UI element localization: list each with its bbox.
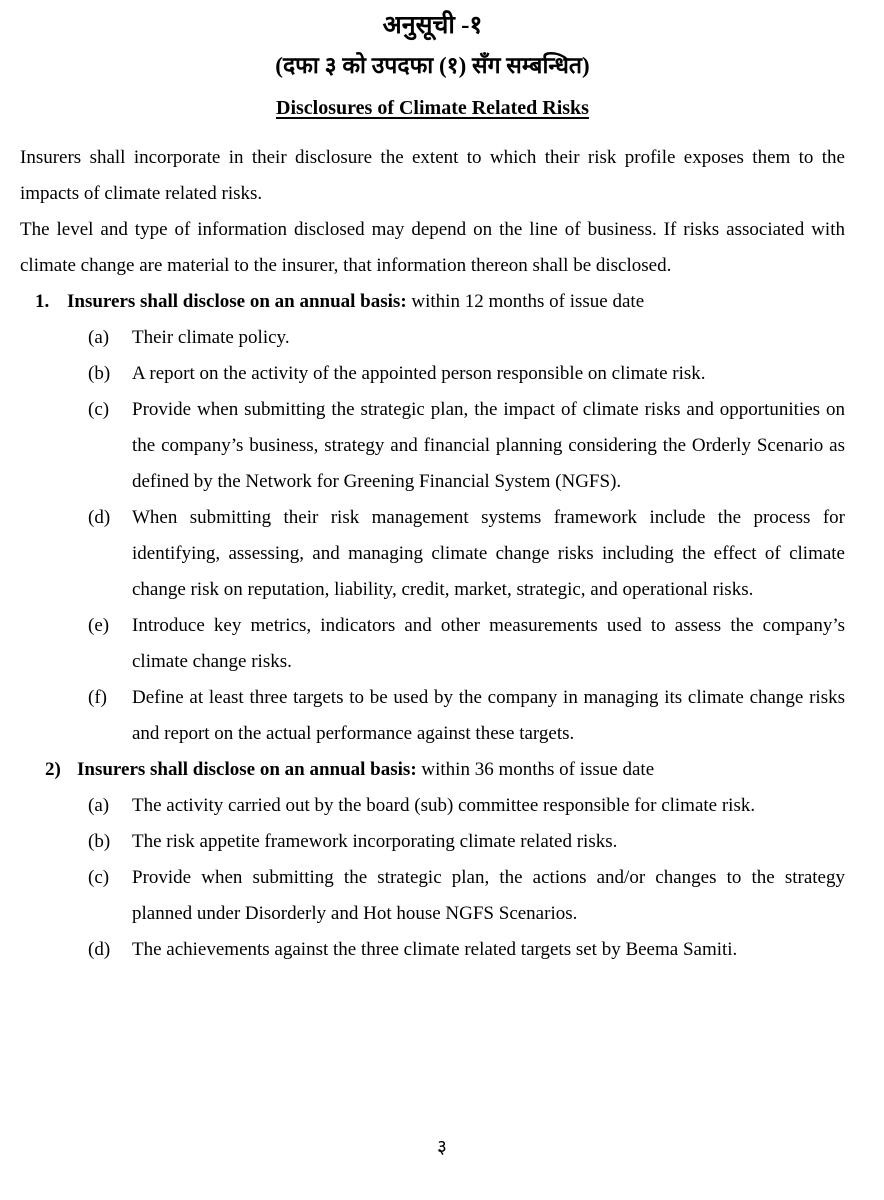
- clause-reference: (दफा ३ को उपदफा (१) सँग सम्बन्धित): [275, 53, 590, 78]
- list-item-1d: [20, 500, 845, 608]
- list-item-1e: [20, 608, 845, 680]
- list-item-1a: [20, 320, 845, 356]
- section-2-heading-bold: Insurers shall disclose on an annual basis:: [77, 759, 417, 780]
- section-2-heading-tail: within 36 months of issue date: [421, 759, 655, 780]
- section-1-marker: 1.: [35, 291, 50, 312]
- document-title: [20, 94, 845, 122]
- list-marker-2c: (c): [88, 867, 110, 888]
- list-text-1a: Their climate policy.: [132, 327, 290, 348]
- list-marker-2d: (d): [88, 939, 111, 960]
- document-title-text: Disclosures of Climate Related Risks: [276, 97, 589, 119]
- list-item-2b: [20, 824, 845, 860]
- list-text-2a: The activity carried out by the board (sub) committee responsible for climate risk.: [132, 795, 756, 816]
- list-marker-1b: (b): [88, 363, 111, 384]
- list-marker-2a: (a): [88, 795, 110, 816]
- list-marker-1e: (e): [88, 615, 110, 636]
- list-marker-1c: (c): [88, 399, 110, 420]
- list-text-1d: When submitting their risk management systems framework include the process for identifying, assessing, and managing climate change risks including the effect of climate change risk on reputation, liability, credit, market, strategic, and operational risks.: [132, 507, 845, 600]
- list-item-2a: [20, 788, 845, 824]
- section-1-heading: [20, 284, 845, 320]
- list-item-1c: [20, 392, 845, 500]
- list-text-2c: Provide when submitting the strategic plan, the actions and/or changes to the strategy planned under Disorderly and Hot house NGFS Scenarios.: [132, 867, 845, 924]
- schedule-heading: अनुसूची -१: [382, 12, 483, 39]
- page-number: ३: [437, 1137, 447, 1158]
- list-marker-2b: (b): [88, 831, 111, 852]
- list-item-2c: [20, 860, 845, 932]
- list-marker-1f: (f): [88, 687, 107, 708]
- list-text-1c: Provide when submitting the strategic plan, the impact of climate risks and opportunities on the company’s business, strategy and financial planning considering the Orderly Scenario as defined by the Network for Greening Financial System (NGFS).: [132, 399, 845, 492]
- list-text-2d: The achievements against the three climate related targets set by Beema Samiti.: [132, 939, 738, 960]
- list-text-1e: Introduce key metrics, indicators and other measurements used to assess the company’s climate change risks.: [132, 615, 845, 672]
- section-1-heading-tail: within 12 months of issue date: [411, 291, 645, 312]
- section-1-heading-bold: Insurers shall disclose on an annual basis:: [67, 291, 407, 312]
- section-2-heading: [20, 752, 845, 788]
- list-item-1b: [20, 356, 845, 392]
- list-text-1b: A report on the activity of the appointed person responsible on climate risk.: [132, 363, 706, 384]
- intro-paragraph-1: Insurers shall incorporate in their disclosure the extent to which their risk profile exposes them to the impacts of climate related risks.: [20, 147, 845, 204]
- list-text-2b: The risk appetite framework incorporating climate related risks.: [132, 831, 618, 852]
- intro-paragraph-2: The level and type of information disclosed may depend on the line of business. If risks associated with climate change are material to the insurer, that information thereon shall be disclosed.: [20, 219, 845, 276]
- list-marker-1a: (a): [88, 327, 110, 348]
- list-marker-1d: (d): [88, 507, 111, 528]
- section-2-marker: 2): [45, 759, 61, 780]
- list-item-2d: [20, 932, 845, 968]
- list-text-1f: Define at least three targets to be used by the company in managing its climate change risks and report on the actual performance against these targets.: [132, 687, 845, 744]
- list-item-1f: [20, 680, 845, 752]
